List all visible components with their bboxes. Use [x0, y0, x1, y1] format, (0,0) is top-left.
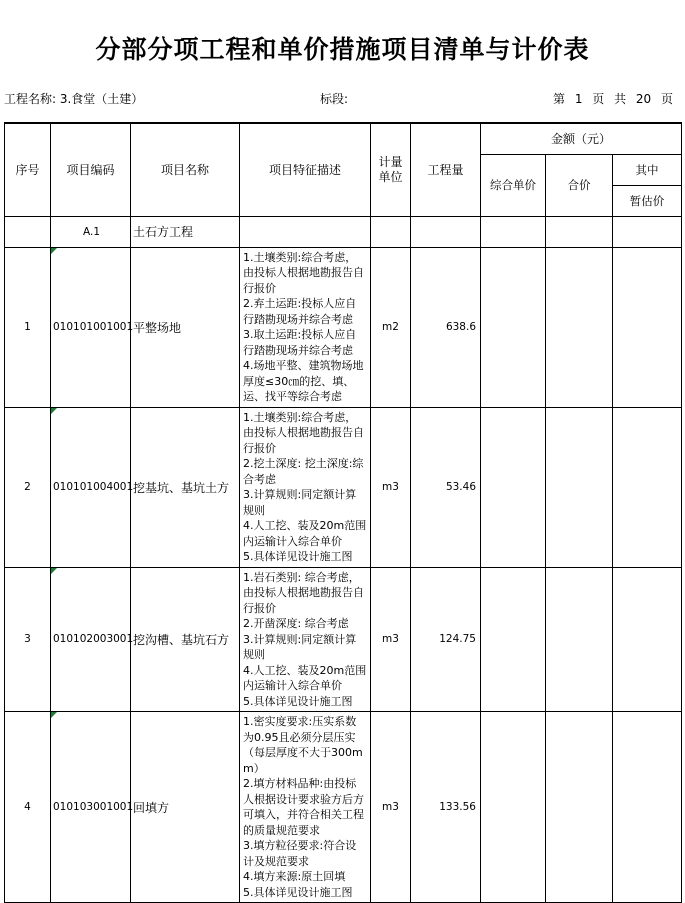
desc-line: 2.开凿深度: 综合考虑 — [243, 617, 349, 630]
row-provisional — [613, 567, 682, 712]
desc-line: 5.具体详见设计施工图 — [243, 550, 353, 563]
row-seq: 2 — [5, 407, 51, 567]
desc-line: 3.计算规则:同定额计算规则 — [243, 488, 357, 517]
row-provisional — [613, 712, 682, 903]
row-name: 平整场地 — [131, 247, 240, 407]
col-header-code: 项目编码 — [51, 123, 131, 216]
section-prov-cell — [613, 216, 682, 247]
row-unit: m3 — [371, 712, 411, 903]
table-row — [5, 567, 682, 712]
desc-line: 3.计算规则:同定额计算规则 — [243, 632, 357, 661]
section-code: A.1 — [51, 216, 131, 247]
page-info: 第 1 页 共 20 页 — [553, 92, 673, 106]
desc-line: 2.填方材料品种:由投标人根据设计要求验方后方可填入，并符合相关工程的质量规范要求 — [243, 777, 364, 837]
desc-line: 1.土壤类别:综合考虑，由投标人根据地勘报告自行报价 — [243, 410, 364, 455]
row-total — [546, 712, 613, 903]
row-name: 挖沟槽、基坑石方 — [131, 567, 240, 712]
desc-line: 5.具体详见设计施工图 — [243, 885, 353, 899]
row-unit-price — [481, 407, 546, 567]
col-header-of-which: 其中 — [613, 154, 682, 185]
row-unit-price — [481, 247, 546, 407]
row-desc — [240, 712, 371, 903]
section-seq-cell — [5, 216, 51, 247]
table-row — [5, 407, 682, 567]
desc-line: 4.人工挖、装及20m范围内运输计入综合单价 — [243, 519, 367, 548]
desc-line: 1.土壤类别:综合考虑，由投标人根据地勘报告自行报价 — [243, 250, 364, 295]
desc-line: 4.填方来源:原土回填 — [243, 870, 346, 883]
row-unit: m2 — [371, 247, 411, 407]
row-seq: 1 — [5, 247, 51, 407]
row-seq: 3 — [5, 567, 51, 712]
project-name: 工程名称: 3.食堂（土建） — [4, 92, 144, 106]
row-unit: m3 — [371, 567, 411, 712]
desc-line: 1.密实度要求:压实系数为0.95且必须分层压实（每层厚度不大于300mm） — [243, 715, 363, 775]
section-unit-cell — [371, 216, 411, 247]
row-total — [546, 247, 613, 407]
col-header-seq: 序号 — [5, 123, 51, 216]
section-row — [5, 216, 682, 247]
desc-line: 4.场地平整、建筑物场地厚度≤30㎝的挖、填、运、找平等综合考虑 — [243, 359, 364, 403]
col-header-desc: 项目特征描述 — [240, 123, 371, 216]
col-header-unit — [371, 123, 411, 216]
row-name: 挖基坑、基坑土方 — [131, 407, 240, 567]
row-desc — [240, 407, 371, 567]
col-header-name: 项目名称 — [131, 123, 240, 216]
section-total-cell — [546, 216, 613, 247]
col-header-unit-text: 计量单位 — [378, 154, 403, 184]
row-seq: 4 — [5, 712, 51, 903]
row-code: 010101004001 — [51, 407, 131, 567]
row-unit-price — [481, 712, 546, 903]
row-desc — [240, 567, 371, 712]
row-desc — [240, 247, 371, 407]
row-qty: 53.46 — [411, 407, 481, 567]
table-row — [5, 712, 682, 903]
col-header-total: 合价 — [546, 154, 613, 216]
desc-line: 4.人工挖、装及20m范围内运输计入综合单价 — [243, 663, 367, 692]
col-header-unit-price: 综合单价 — [481, 154, 546, 216]
section-name: 土石方工程 — [131, 216, 240, 247]
row-total — [546, 407, 613, 567]
row-provisional — [613, 407, 682, 567]
desc-line: 5.具体详见设计施工图 — [243, 694, 353, 708]
row-qty: 133.56 — [411, 712, 481, 903]
section-price-cell — [481, 216, 546, 247]
col-header-amount: 金额（元） — [481, 123, 682, 154]
desc-line: 2.弃土运距:投标人应自行踏勘现场并综合考虑 — [243, 297, 357, 326]
row-qty: 124.75 — [411, 567, 481, 712]
table-row — [5, 247, 682, 407]
section-label: 标段: — [320, 92, 349, 106]
row-qty: 638.6 — [411, 247, 481, 407]
desc-line: 3.填方粒径要求:符合设计及规范要求 — [243, 839, 357, 868]
section-qty-cell — [411, 216, 481, 247]
bill-table — [4, 122, 682, 903]
section-desc-cell — [240, 216, 371, 247]
page-title: 分部分项工程和单价措施项目清单与计价表 — [95, 35, 590, 64]
row-code: 010101001001 — [51, 247, 131, 407]
desc-line: 3.取土运距:投标人应自行踏勘现场并综合考虑 — [243, 328, 357, 357]
col-header-qty: 工程量 — [411, 123, 481, 216]
row-name: 回填方 — [131, 712, 240, 903]
desc-line: 2.挖土深度: 挖土深度:综合考虑 — [243, 457, 364, 486]
row-code: 010102003001 — [51, 567, 131, 712]
row-unit: m3 — [371, 407, 411, 567]
row-provisional — [613, 247, 682, 407]
row-code: 010103001001 — [51, 712, 131, 903]
row-total — [546, 567, 613, 712]
col-header-provisional: 暂估价 — [613, 185, 682, 216]
desc-line: 1.岩石类别: 综合考虑，由投标人根据地勘报告自行报价 — [243, 570, 364, 615]
row-unit-price — [481, 567, 546, 712]
